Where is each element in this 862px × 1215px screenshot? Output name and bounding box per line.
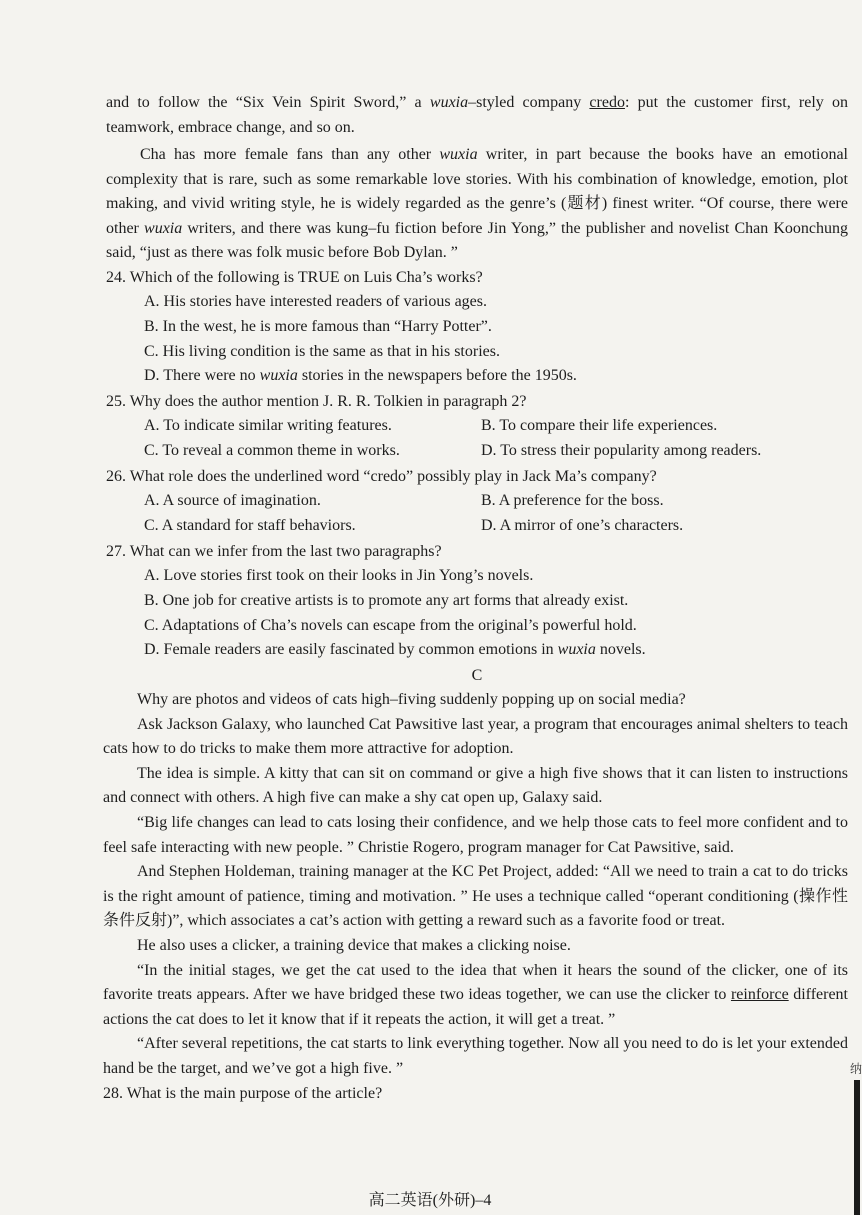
passage-c-paragraph-2: Ask Jackson Galaxy, who launched Cat Pawsitive last year, a program that encourages animal shelters to teach cats how to do tricks to make them more attractive for adoption. (103, 715, 848, 758)
option-a: A. To indicate similar writing features. (144, 417, 392, 435)
passage-c-paragraph-7 (103, 959, 848, 1033)
passage-c-paragraph-6: He also uses a clicker, a training device that makes a clicking noise. (137, 936, 571, 954)
passage-b-paragraph-2 (106, 143, 848, 266)
italic-term: wuxia (429, 94, 469, 111)
underlined-word-reinforce: reinforce (730, 986, 789, 1004)
question-stem: 24. Which of the following is TRUE on Luis Cha’s works? (106, 269, 483, 286)
question-28-stem: 28. What is the main purpose of the article? (103, 1084, 383, 1102)
option-d: D. A mirror of one’s characters. (481, 517, 684, 534)
italic-term: wuxia (259, 367, 298, 385)
option-b: B. One job for creative artists is to promote any art forms that already exist. (144, 592, 629, 609)
italic-term: wuxia (439, 146, 478, 163)
question-26 (106, 465, 848, 539)
passage-c-paragraph-3: The idea is simple. A kitty that can sit on command or give a high five shows that it can listen to instructions and connect with others. A high five can make a shy cat open up, Galaxy said. (103, 764, 848, 807)
option-a: A. His stories have interested readers of various ages. (144, 293, 487, 311)
edge-mark: 纳 (850, 1062, 862, 1076)
option-a: A. A source of imagination. (144, 492, 321, 510)
question-25 (106, 390, 848, 464)
page-footer: 高二英语(外研)–4 (368, 1192, 492, 1209)
passage-c (103, 688, 848, 1106)
text: novels. (595, 641, 646, 659)
option-b: B. In the west, he is more famous than “Harry Potter”. (144, 318, 492, 335)
option-b: B. A preference for the boss. (481, 492, 664, 510)
question-24 (106, 266, 848, 389)
text: stories in the newspapers before the 1950s. (297, 367, 577, 385)
option-c: C. To reveal a common theme in works. (144, 442, 400, 459)
option-b: B. To compare their life experiences. (481, 417, 718, 435)
option-c: C. A standard for staff behaviors. (144, 517, 356, 534)
text: writers, and there was kung–fu fiction before Jin Yong,” the publisher and novelist Chan Koonchung said, “just as there was folk music before Bob Dylan. ” (106, 219, 849, 262)
text: : put the customer first, rely on teamwork, embrace change, and so on. (106, 94, 849, 136)
passage-c-paragraph-1: Why are photos and videos of cats high–fiving suddenly popping up on social media? (137, 691, 686, 708)
underlined-word-credo: credo (589, 94, 625, 111)
option-d: D. To stress their popularity among readers. (481, 442, 762, 459)
option-d (144, 638, 848, 663)
question-27 (106, 540, 848, 663)
option-c: C. His living condition is the same as that in his stories. (144, 342, 500, 360)
question-stem: 27. What can we infer from the last two paragraphs? (106, 543, 442, 560)
option-d (144, 364, 848, 389)
passage-b-paragraph-1 (106, 91, 848, 140)
section-label: C (471, 667, 483, 684)
text: –styled company (468, 94, 590, 111)
text: D. Female readers are easily fascinated by common emotions in (144, 641, 558, 659)
text: different actions the cat does to let it know that if it repeats the action, it will get a treat. ” (103, 986, 848, 1028)
question-stem: 26. What role does the underlined word “credo” possibly play in Jack Ma’s company? (106, 468, 657, 485)
text: D. There were no (144, 367, 260, 385)
italic-term: wuxia (557, 641, 596, 659)
italic-term: wuxia (144, 219, 183, 237)
section-c-heading (106, 664, 848, 688)
text: Cha has more female fans than any other (140, 146, 440, 163)
scan-edge-shadow (854, 1080, 860, 1215)
option-a: A. Love stories first took on their looks in Jin Yong’s novels. (144, 567, 534, 585)
text: writer, in part because the books have an emotional complexity that is rare, such as some remarkable love stories. With his combination of knowledge, emotion, plot making, and vivid writing style, he is widely regarded as the genre’s (题材) finest writer. “Of course, there were other (106, 146, 849, 237)
passage-c-paragraph-4: “Big life changes can lead to cats losing their confidence, and we help those cats to feel more confident and to feel safe interacting with new people. ” Christie Rogero, program manager for Cat Pawsitive, said. (103, 813, 848, 856)
passage-c-paragraph-8: “After several repetitions, the cat starts to link everything together. Now all you need to do is let your extended hand be the target, and we’ve got a high five. ” (103, 1035, 848, 1077)
question-stem: 25. Why does the author mention J. R. R. Tolkien in paragraph 2? (106, 393, 527, 410)
text: and to follow the “Six Vein Spirit Sword,” a (106, 94, 430, 111)
option-c: C. Adaptations of Cha’s novels can escape from the original’s powerful hold. (144, 616, 637, 634)
text: “In the initial stages, we get the cat used to the idea that when it hears the sound of the clicker, one of its favorite treats appears. After we have bridged these two ideas together, we can use the clicker to (103, 961, 848, 1004)
passage-c-paragraph-5: And Stephen Holdeman, training manager at the KC Pet Project, added: “All we need to train a cat to do tricks is the right amount of patience, timing and motivation. ” He uses a technique called “operant conditioning (操作性条件反射)”, which associates a cat’s action with getting a reward such as a favorite food or treat. (103, 863, 848, 930)
